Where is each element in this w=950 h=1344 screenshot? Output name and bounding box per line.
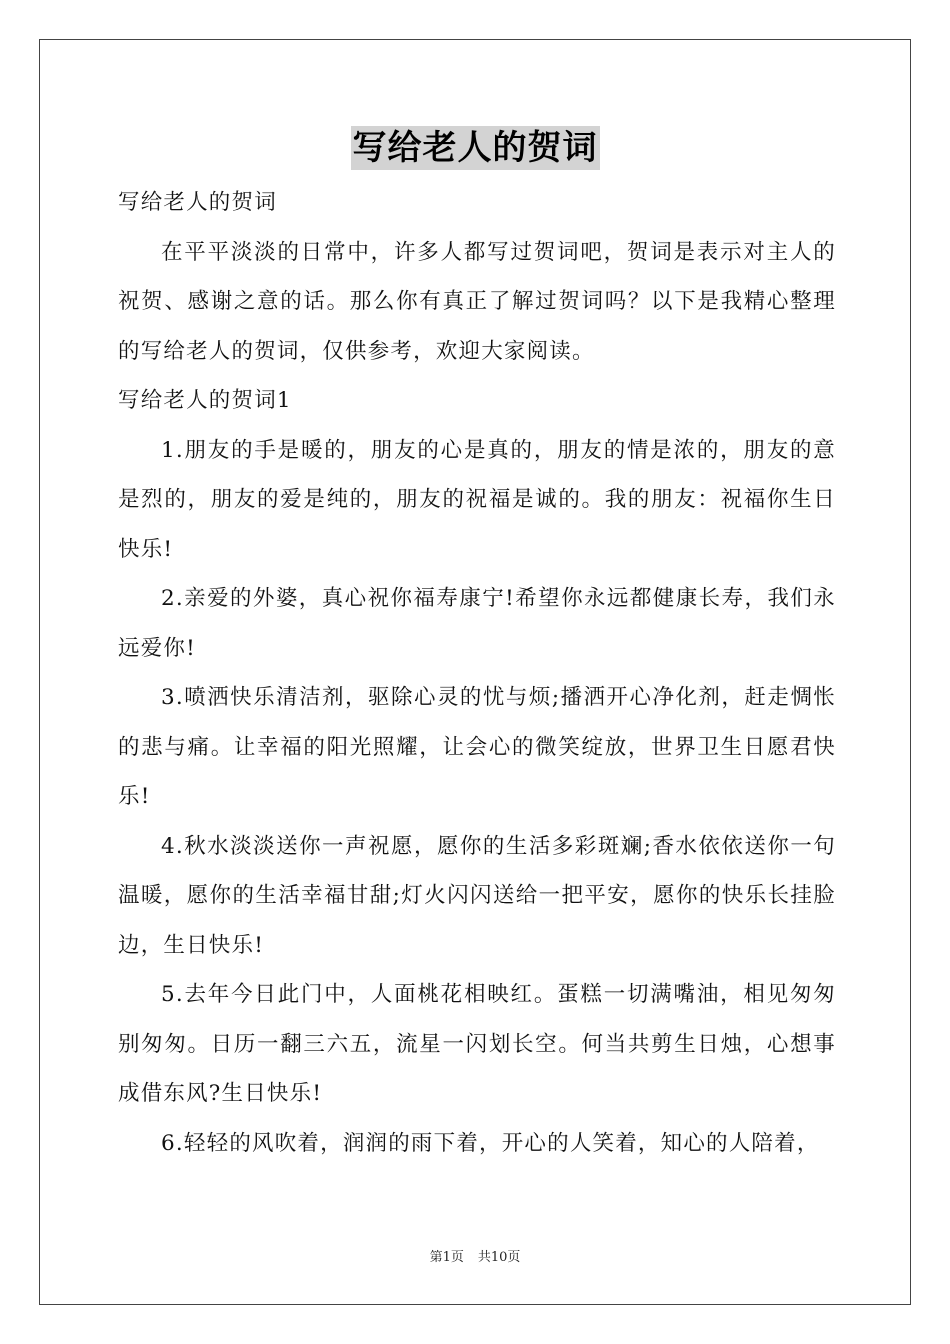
page-footer (0, 1246, 950, 1265)
title-area (0, 126, 950, 170)
document-subtitle: 写给老人的贺词 (118, 190, 277, 215)
greeting-item-5: 5.去年今日此门中，人面桃花相映红。蛋糕一切满嘴油，相见匆匆别匆匆。日历一翻三六五，流星一闪划长空。何当共剪生日烛，心想事成借东风?生日快乐! (118, 982, 836, 1106)
greeting-item-1: 1.朋友的手是暖的，朋友的心是真的，朋友的情是浓的，朋友的意是烈的，朋友的爱是纯的，朋友的祝福是诚的。我的朋友：祝福你生日快乐! (118, 437, 836, 562)
intro-paragraph: 在平平淡淡的日常中，许多人都写过贺词吧，贺词是表示对主人的祝贺、感谢之意的话。那么你有真正了解过贺词吗？以下是我精心整理的写给老人的贺词，仅供参考，欢迎大家阅读。 (118, 239, 836, 364)
page-total: 共10页 (477, 1250, 521, 1265)
greeting-item-3: 3.喷洒快乐清洁剂，驱除心灵的忧与烦;播洒开心净化剂，赶走惆怅的悲与痛。让幸福的阳光照耀，让会心的微笑绽放，世界卫生日愿君快乐! (118, 685, 836, 809)
greeting-item-6: 6.轻轻的风吹着，润润的雨下着，开心的人笑着，知心的人陪着， (161, 1130, 820, 1156)
page-number: 第1页 (429, 1250, 464, 1265)
greeting-item-4: 4.秋水淡淡送你一声祝愿，愿你的生活多彩斑斓;香水依依送你一句温暖，愿你的生活幸福甘甜;灯火闪闪送给一把平安，愿你的快乐长挂脸边，生日快乐! (118, 833, 836, 958)
greeting-item-2: 2.亲爱的外婆，真心祝你福寿康宁!希望你永远都健康长寿，我们永远爱你! (118, 586, 836, 661)
document-title: 写给老人的贺词 (352, 128, 598, 168)
section-heading: 写给老人的贺词1 (118, 388, 292, 413)
document-body (118, 178, 836, 1168)
